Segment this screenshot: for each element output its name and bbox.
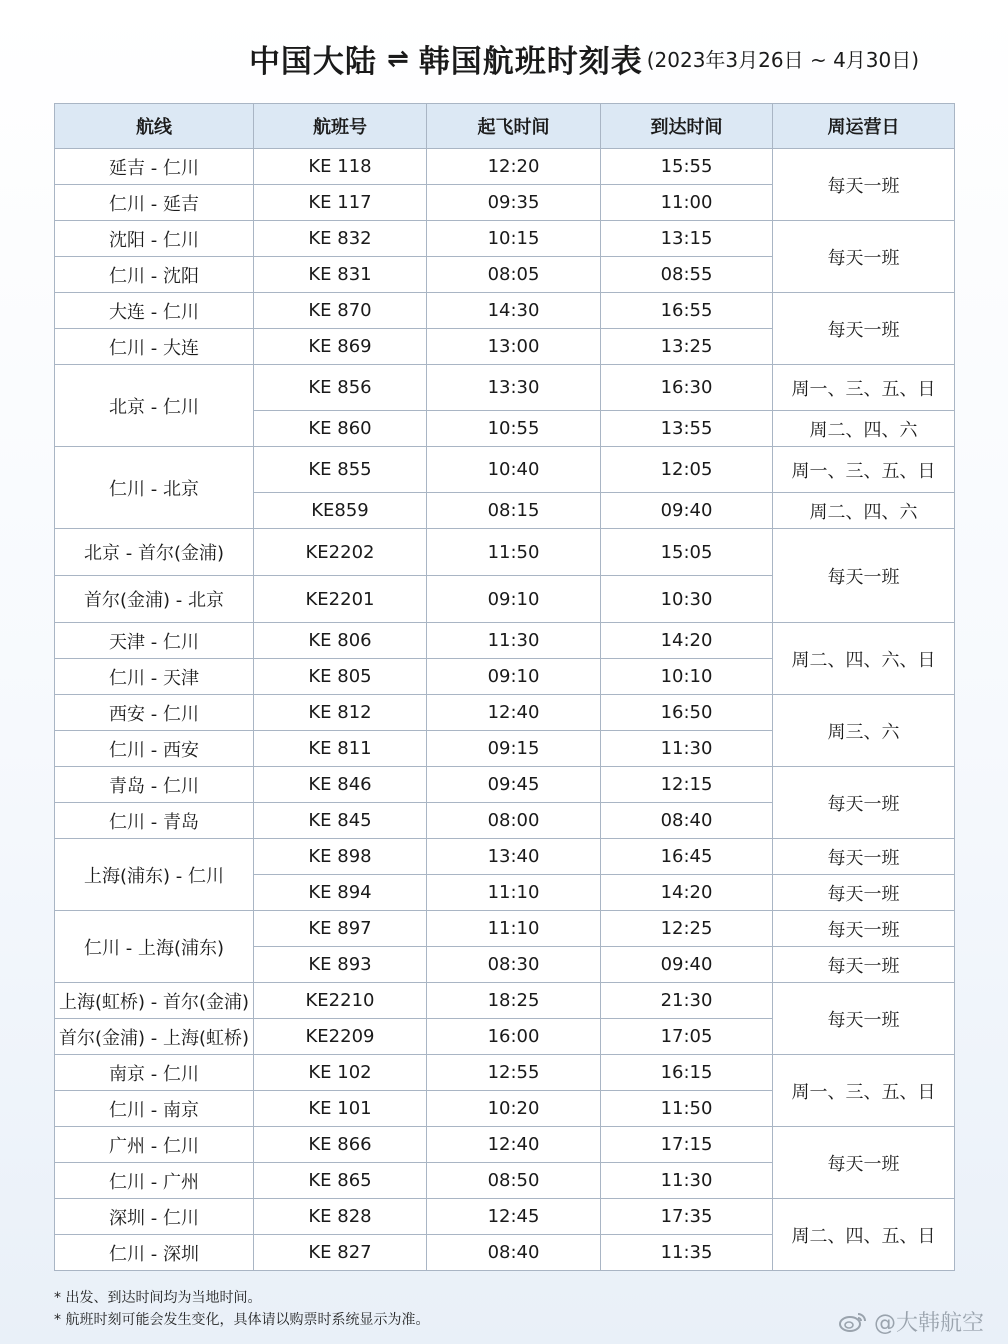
flight-number-cell: KE 827 [254,1235,427,1271]
arrival-time-cell: 14:20 [601,875,773,911]
operating-days-cell: 每天一班 [773,875,955,911]
route-cell: 仁川 - 大连 [55,329,254,365]
table-row [55,529,955,576]
bidirectional-arrow-icon: ⇌ [386,43,409,74]
table-row [55,983,955,1019]
arrival-time-cell: 21:30 [601,983,773,1019]
arrival-time-cell: 11:30 [601,731,773,767]
departure-time-cell: 11:30 [427,623,601,659]
route-cell: 沈阳 - 仁川 [55,221,254,257]
operating-days-cell: 每天一班 [773,839,955,875]
operating-days-cell: 每天一班 [773,149,955,221]
arrival-time-cell: 16:15 [601,1055,773,1091]
arrival-time-cell: 17:35 [601,1199,773,1235]
flight-number-cell: KE 845 [254,803,427,839]
table-row [55,623,955,659]
flight-number-cell: KE 855 [254,447,427,493]
flight-number-cell: KE 856 [254,365,427,411]
table-row [55,293,955,329]
table-body [55,149,955,1271]
arrival-time-cell: 13:55 [601,411,773,447]
departure-time-cell: 13:30 [427,365,601,411]
flight-number-cell: KE 118 [254,149,427,185]
flight-number-cell: KE 866 [254,1127,427,1163]
watermark-text: @大韩航空 [873,1311,984,1336]
operating-days-cell: 周一、三、五、日 [773,447,955,493]
table-row [55,695,955,731]
flight-number-cell: KE 828 [254,1199,427,1235]
table-row [55,911,955,947]
operating-days-cell: 周二、四、六 [773,411,955,447]
operating-days-cell: 每天一班 [773,911,955,947]
operating-days-cell: 周一、三、五、日 [773,1055,955,1127]
route-cell: 仁川 - 北京 [55,447,254,529]
arrival-time-cell: 09:40 [601,493,773,529]
arrival-time-cell: 11:30 [601,1163,773,1199]
arrival-time-cell: 16:55 [601,293,773,329]
departure-time-cell: 10:20 [427,1091,601,1127]
route-cell: 广州 - 仁川 [55,1127,254,1163]
departure-time-cell: 12:45 [427,1199,601,1235]
route-cell: 仁川 - 天津 [55,659,254,695]
departure-time-cell: 08:50 [427,1163,601,1199]
flight-number-cell: KE 832 [254,221,427,257]
arrival-time-cell: 10:30 [601,576,773,623]
arrival-time-cell: 08:40 [601,803,773,839]
arrival-time-cell: 10:10 [601,659,773,695]
route-cell: 上海(虹桥) - 首尔(金浦) [55,983,254,1019]
route-cell: 北京 - 仁川 [55,365,254,447]
operating-days-cell: 每天一班 [773,221,955,293]
departure-time-cell: 12:40 [427,695,601,731]
flight-number-cell: KE 894 [254,875,427,911]
route-cell: 仁川 - 广州 [55,1163,254,1199]
departure-time-cell: 18:25 [427,983,601,1019]
operating-days-cell: 周三、六 [773,695,955,767]
departure-time-cell: 12:20 [427,149,601,185]
flight-number-cell: KE 897 [254,911,427,947]
departure-time-cell: 11:50 [427,529,601,576]
arrival-time-cell: 11:35 [601,1235,773,1271]
title-date-range: (2023年3月26日 ~ 4月30日) [646,48,920,72]
flight-number-cell: KE 811 [254,731,427,767]
page-title [0,36,1008,92]
departure-time-cell: 13:40 [427,839,601,875]
arrival-time-cell: 17:05 [601,1019,773,1055]
route-cell: 仁川 - 南京 [55,1091,254,1127]
departure-time-cell: 08:15 [427,493,601,529]
route-cell: 仁川 - 青岛 [55,803,254,839]
flight-number-cell: KE 831 [254,257,427,293]
footnote: * 航班时刻可能会发生变化，具体请以购票时系统显示为准。 [54,1312,430,1328]
flight-number-cell: KE 865 [254,1163,427,1199]
route-cell: 青岛 - 仁川 [55,767,254,803]
route-cell: 首尔(金浦) - 北京 [55,576,254,623]
header-flight-number: 航班号 [254,104,427,149]
route-cell: 西安 - 仁川 [55,695,254,731]
departure-time-cell: 08:00 [427,803,601,839]
header-route: 航线 [55,104,254,149]
route-cell: 仁川 - 西安 [55,731,254,767]
route-cell: 深圳 - 仁川 [55,1199,254,1235]
table-row [55,767,955,803]
table-header-row [55,104,955,149]
arrival-time-cell: 15:55 [601,149,773,185]
flight-schedule-table [54,103,955,1271]
table-row [55,1199,955,1235]
operating-days-cell: 周一、三、五、日 [773,365,955,411]
arrival-time-cell: 17:15 [601,1127,773,1163]
operating-days-cell: 每天一班 [773,947,955,983]
departure-time-cell: 09:10 [427,659,601,695]
operating-days-cell: 周二、四、六 [773,493,955,529]
flight-number-cell: KE2202 [254,529,427,576]
operating-days-cell: 每天一班 [773,1127,955,1199]
route-cell: 大连 - 仁川 [55,293,254,329]
departure-time-cell: 10:55 [427,411,601,447]
flight-number-cell: KE2209 [254,1019,427,1055]
flight-number-cell: KE 812 [254,695,427,731]
weibo-icon [838,1311,868,1333]
route-cell: 延吉 - 仁川 [55,149,254,185]
footnotes [54,1287,429,1331]
flight-number-cell: KE 101 [254,1091,427,1127]
route-cell: 天津 - 仁川 [55,623,254,659]
departure-time-cell: 14:30 [427,293,601,329]
route-cell: 仁川 - 上海(浦东) [55,911,254,983]
departure-time-cell: 12:55 [427,1055,601,1091]
arrival-time-cell: 12:25 [601,911,773,947]
departure-time-cell: 10:15 [427,221,601,257]
route-cell: 仁川 - 延吉 [55,185,254,221]
operating-days-cell: 周二、四、六、日 [773,623,955,695]
departure-time-cell: 11:10 [427,875,601,911]
route-cell: 仁川 - 深圳 [55,1235,254,1271]
departure-time-cell: 12:40 [427,1127,601,1163]
flight-number-cell: KE 860 [254,411,427,447]
arrival-time-cell: 15:05 [601,529,773,576]
arrival-time-cell: 16:45 [601,839,773,875]
table-row [55,365,955,411]
flight-number-cell: KE 805 [254,659,427,695]
departure-time-cell: 09:35 [427,185,601,221]
table-row [55,221,955,257]
departure-time-cell: 09:15 [427,731,601,767]
departure-time-cell: 08:40 [427,1235,601,1271]
flight-number-cell: KE 870 [254,293,427,329]
route-cell: 上海(浦东) - 仁川 [55,839,254,911]
flight-number-cell: KE2201 [254,576,427,623]
operating-days-cell: 每天一班 [773,293,955,365]
arrival-time-cell: 16:50 [601,695,773,731]
header-arrival-time: 到达时间 [601,104,773,149]
operating-days-cell: 每天一班 [773,767,955,839]
route-cell: 仁川 - 沈阳 [55,257,254,293]
table-row [55,149,955,185]
watermark [838,1306,984,1337]
header-departure-time: 起飞时间 [427,104,601,149]
operating-days-cell: 每天一班 [773,983,955,1055]
flight-number-cell: KE2210 [254,983,427,1019]
departure-time-cell: 16:00 [427,1019,601,1055]
table-row [55,1055,955,1091]
flight-number-cell: KE 102 [254,1055,427,1091]
title-origin: 中国大陆 [248,44,377,80]
arrival-time-cell: 11:50 [601,1091,773,1127]
operating-days-cell: 周二、四、五、日 [773,1199,955,1271]
arrival-time-cell: 09:40 [601,947,773,983]
header-operating-days: 周运营日 [773,104,955,149]
arrival-time-cell: 13:15 [601,221,773,257]
arrival-time-cell: 12:05 [601,447,773,493]
arrival-time-cell: 11:00 [601,185,773,221]
flight-number-cell: KE 846 [254,767,427,803]
arrival-time-cell: 13:25 [601,329,773,365]
table-row [55,1127,955,1163]
arrival-time-cell: 16:30 [601,365,773,411]
table-row [55,447,955,493]
arrival-time-cell: 14:20 [601,623,773,659]
flight-number-cell: KE 806 [254,623,427,659]
arrival-time-cell: 08:55 [601,257,773,293]
departure-time-cell: 09:45 [427,767,601,803]
route-cell: 南京 - 仁川 [55,1055,254,1091]
operating-days-cell: 每天一班 [773,529,955,623]
departure-time-cell: 08:05 [427,257,601,293]
route-cell: 首尔(金浦) - 上海(虹桥) [55,1019,254,1055]
flight-number-cell: KE859 [254,493,427,529]
table-row [55,839,955,875]
flight-number-cell: KE 117 [254,185,427,221]
departure-time-cell: 08:30 [427,947,601,983]
departure-time-cell: 10:40 [427,447,601,493]
route-cell: 北京 - 首尔(金浦) [55,529,254,576]
flight-number-cell: KE 898 [254,839,427,875]
flight-number-cell: KE 869 [254,329,427,365]
arrival-time-cell: 12:15 [601,767,773,803]
departure-time-cell: 13:00 [427,329,601,365]
departure-time-cell: 11:10 [427,911,601,947]
flight-number-cell: KE 893 [254,947,427,983]
departure-time-cell: 09:10 [427,576,601,623]
title-destination: 韩国航班时刻表 [418,44,643,80]
footnote: * 出发、到达时间均为当地时间。 [54,1290,262,1306]
